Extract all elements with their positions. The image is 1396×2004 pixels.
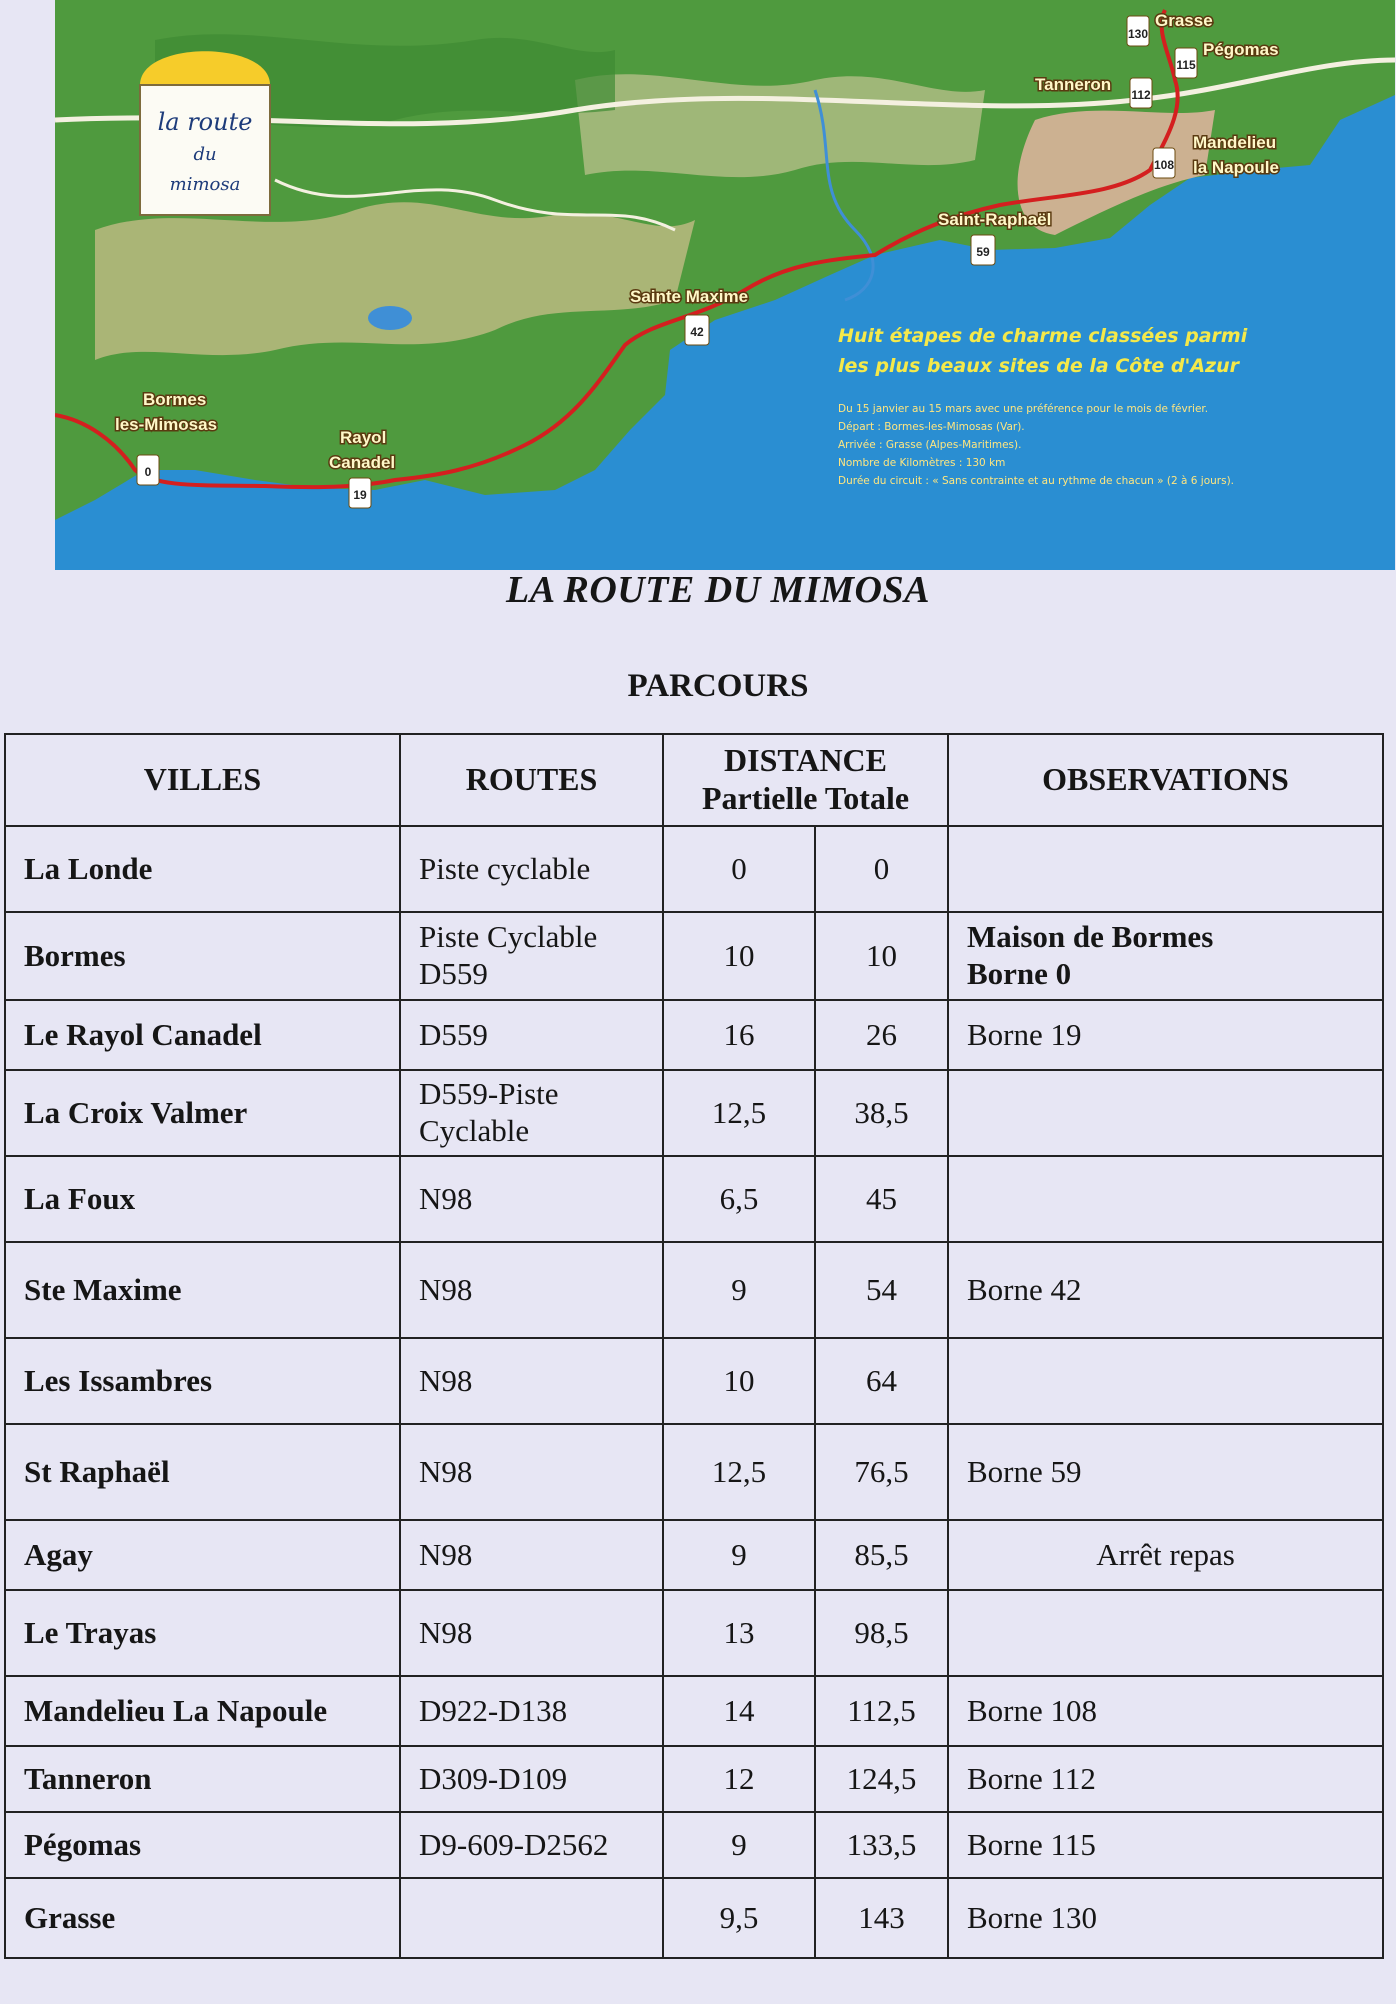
header-distance — [663, 734, 948, 826]
route-line: Piste cyclable — [419, 850, 591, 886]
route-line: D559 — [419, 956, 488, 991]
logo-line-1: la route — [157, 108, 253, 136]
cell-observation — [948, 1070, 1383, 1156]
cell-totale: 76,5 — [815, 1424, 948, 1520]
cell-ville: Le Rayol Canadel — [5, 1000, 400, 1070]
route-line: N98 — [419, 1180, 473, 1216]
observation-line: Borne 130 — [967, 1899, 1098, 1935]
route-table — [4, 733, 1384, 1959]
cell-partielle: 10 — [663, 1338, 815, 1424]
route-line: Cyclable — [419, 1113, 530, 1148]
observation-line: Borne 115 — [967, 1826, 1096, 1862]
borne-number: 42 — [690, 325, 704, 339]
route-map — [55, 0, 1395, 570]
table-row — [5, 1878, 1383, 1958]
cell-ville: Bormes — [5, 912, 400, 1000]
cell-observation — [948, 1878, 1383, 1958]
cell-ville: Le Trayas — [5, 1590, 400, 1676]
map-info-line: Départ : Bormes-les-Mimosas (Var). — [838, 421, 1025, 433]
cell-route — [400, 1746, 663, 1812]
logo-line-2: du — [193, 144, 217, 165]
cell-route — [400, 1000, 663, 1070]
cell-totale: 54 — [815, 1242, 948, 1338]
cell-partielle: 14 — [663, 1676, 815, 1746]
place-label: Mandelieu — [1193, 133, 1277, 152]
cell-totale: 112,5 — [815, 1676, 948, 1746]
cell-totale: 45 — [815, 1156, 948, 1242]
observation-line: Borne 19 — [967, 1016, 1082, 1052]
borne-number: 19 — [353, 488, 367, 502]
header-observations: OBSERVATIONS — [948, 734, 1383, 826]
cell-route — [400, 1070, 663, 1156]
observation-line: Arrêt repas — [1096, 1536, 1235, 1572]
cell-route — [400, 1676, 663, 1746]
table-row — [5, 1746, 1383, 1812]
cell-route — [400, 1878, 663, 1958]
route-line: N98 — [419, 1614, 473, 1650]
borne-number: 112 — [1131, 88, 1151, 102]
observation-line: Borne 0 — [967, 956, 1072, 991]
logo-line-3: mimosa — [169, 174, 241, 195]
borne-number: 130 — [1127, 27, 1149, 41]
route-line: N98 — [419, 1362, 473, 1398]
observation-line: Borne 59 — [967, 1453, 1082, 1489]
table-row — [5, 1338, 1383, 1424]
observation-line: Maison de Bormes — [967, 919, 1214, 955]
cell-totale: 124,5 — [815, 1746, 948, 1812]
cell-totale: 133,5 — [815, 1812, 948, 1878]
cell-ville: Mandelieu La Napoule — [5, 1676, 400, 1746]
cell-partielle: 12,5 — [663, 1070, 815, 1156]
cell-ville: La Foux — [5, 1156, 400, 1242]
place-label: les-Mimosas — [115, 415, 218, 434]
cell-partielle: 0 — [663, 826, 815, 912]
cell-totale: 0 — [815, 826, 948, 912]
cell-partielle: 9 — [663, 1812, 815, 1878]
observation-line: Borne 112 — [967, 1760, 1096, 1796]
cell-totale: 98,5 — [815, 1590, 948, 1676]
table-row — [5, 1676, 1383, 1746]
cell-ville: Ste Maxime — [5, 1242, 400, 1338]
place-label: Grasse — [1155, 11, 1213, 30]
table-row — [5, 826, 1383, 912]
cell-totale: 64 — [815, 1338, 948, 1424]
route-line: N98 — [419, 1536, 473, 1572]
header-routes: ROUTES — [400, 734, 663, 826]
cell-observation — [948, 1812, 1383, 1878]
cell-partielle: 9 — [663, 1242, 815, 1338]
table-header-row — [5, 734, 1383, 826]
route-line: N98 — [419, 1271, 473, 1307]
cell-ville: La Londe — [5, 826, 400, 912]
place-label: Bormes — [143, 390, 207, 409]
table-row — [5, 1520, 1383, 1590]
cell-ville: Les Issambres — [5, 1338, 400, 1424]
table-row — [5, 1000, 1383, 1070]
cell-observation — [948, 1242, 1383, 1338]
table-row — [5, 1242, 1383, 1338]
route-line: D559-Piste — [419, 1076, 559, 1112]
cell-observation — [948, 826, 1383, 912]
cell-ville: La Croix Valmer — [5, 1070, 400, 1156]
table-row — [5, 1070, 1383, 1156]
cell-route — [400, 1242, 663, 1338]
place-label: Sainte Maxime — [630, 287, 749, 306]
cell-totale: 26 — [815, 1000, 948, 1070]
route-line: D309-D109 — [419, 1760, 568, 1796]
cell-partielle: 12 — [663, 1746, 815, 1812]
cell-observation — [948, 1520, 1383, 1590]
cell-observation — [948, 1338, 1383, 1424]
header-partielle-totale: Partielle Totale — [701, 780, 910, 816]
header-distance-label: DISTANCE — [724, 742, 887, 779]
lake-shape — [368, 306, 412, 330]
cell-observation — [948, 1000, 1383, 1070]
cell-observation — [948, 1676, 1383, 1746]
table-row — [5, 1812, 1383, 1878]
borne-number: 59 — [976, 245, 990, 259]
cell-ville: Grasse — [5, 1878, 400, 1958]
route-line: D9-609-D2562 — [419, 1826, 609, 1862]
cell-partielle: 6,5 — [663, 1156, 815, 1242]
route-line: D922-D138 — [419, 1692, 568, 1728]
hills-texture — [575, 74, 985, 177]
table-row — [5, 1156, 1383, 1242]
cell-route — [400, 1590, 663, 1676]
map-info-line: Durée du circuit : « Sans contrainte et au rythme de chacun » (2 à 6 jours). — [838, 475, 1235, 487]
borne-number: 115 — [1176, 58, 1196, 72]
map-tagline: les plus beaux sites de la Côte d'Azur — [838, 355, 1240, 377]
cell-route — [400, 912, 663, 1000]
map-tagline: Huit étapes de charme classées parmi — [838, 325, 1248, 347]
cell-observation — [948, 1746, 1383, 1812]
map-illustration — [55, 0, 1395, 570]
place-label: Canadel — [329, 453, 396, 472]
table-row — [5, 912, 1383, 1000]
route-logo — [140, 51, 270, 215]
map-info-line: Arrivée : Grasse (Alpes-Maritimes). — [838, 439, 1022, 451]
cell-route — [400, 1812, 663, 1878]
cell-route — [400, 826, 663, 912]
cell-observation — [948, 912, 1383, 1000]
cell-partielle: 9 — [663, 1520, 815, 1590]
place-label: Rayol — [340, 428, 387, 447]
cell-ville: Pégomas — [5, 1812, 400, 1878]
cell-totale: 85,5 — [815, 1520, 948, 1590]
cell-route — [400, 1156, 663, 1242]
cell-route — [400, 1424, 663, 1520]
route-line: D559 — [419, 1016, 488, 1052]
cell-totale: 38,5 — [815, 1070, 948, 1156]
cell-totale: 143 — [815, 1878, 948, 1958]
observation-line: Borne 108 — [967, 1692, 1098, 1728]
header-villes: VILLES — [5, 734, 400, 826]
place-label: Tanneron — [1035, 75, 1112, 94]
place-label: Saint-Raphaël — [938, 210, 1052, 229]
cell-partielle: 12,5 — [663, 1424, 815, 1520]
cell-observation — [948, 1590, 1383, 1676]
borne-number: 0 — [144, 465, 152, 479]
place-label: la Napoule — [1193, 158, 1279, 177]
cell-ville: Tanneron — [5, 1746, 400, 1812]
cell-observation — [948, 1424, 1383, 1520]
table-row — [5, 1424, 1383, 1520]
cell-ville: St Raphaël — [5, 1424, 400, 1520]
cell-totale: 10 — [815, 912, 948, 1000]
observation-line: Borne 42 — [967, 1271, 1082, 1307]
cell-partielle: 10 — [663, 912, 815, 1000]
table-row — [5, 1590, 1383, 1676]
place-label: Pégomas — [1203, 40, 1279, 59]
borne-number: 108 — [1153, 158, 1175, 172]
cell-ville: Agay — [5, 1520, 400, 1590]
page-title: LA ROUTE DU MIMOSA — [506, 569, 930, 611]
route-line: Piste Cyclable — [419, 919, 598, 955]
cell-partielle: 9,5 — [663, 1878, 815, 1958]
cell-partielle: 16 — [663, 1000, 815, 1070]
section-title: PARCOURS — [627, 668, 809, 704]
table-body — [5, 826, 1383, 1958]
route-line: N98 — [419, 1453, 473, 1489]
cell-observation — [948, 1156, 1383, 1242]
cell-partielle: 13 — [663, 1590, 815, 1676]
map-info-line: Du 15 janvier au 15 mars avec une préférence pour le mois de février. — [838, 403, 1209, 415]
map-info-line: Nombre de Kilomètres : 130 km — [838, 457, 1006, 469]
cell-route — [400, 1338, 663, 1424]
cell-route — [400, 1520, 663, 1590]
